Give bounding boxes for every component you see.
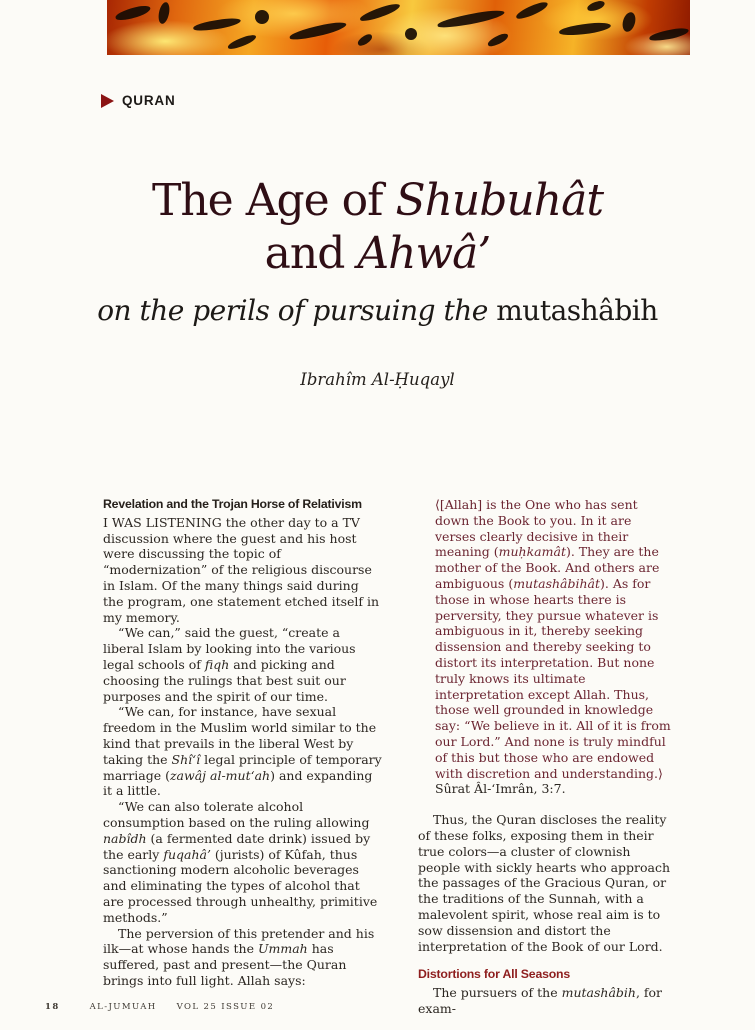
text-segment: has suffered, past and present—the Quran brings into full light. Allah says: [103,941,347,988]
text-segment: I WAS LISTENING the other day to a TV discussion where the guest and his host were discussing the topic of “modernization” of the religious discourse in Islam. Of the many things said during the program, one statement etched itself in my memory. [103,514,380,625]
text-segment: muḥkamât [498,544,566,560]
calligraphy-stroke-shape [356,33,374,48]
left-column-body [103,515,382,989]
text-segment: legal principle of temporary marriage ( [103,751,382,783]
article-subtitle: on the perils of pursuing the mutashâbih [97,294,658,327]
text-segment: nabîdh [103,830,147,846]
text-segment: , for exam- [418,985,663,1016]
title-line-1: The Age of Shubuhât [151,175,604,226]
calligraphy-stroke-shape [359,2,402,24]
body-paragraph [103,926,382,989]
calligraphy-stroke-shape [157,1,171,25]
kicker-label: QURAN [122,93,176,108]
text-segment: fiqh [204,656,230,672]
right-column-body-2 [418,985,672,1017]
text-segment: (jurists) of Kûfah, thus sanctioning modern alcoholic beverages and eliminating the types of alcohol that are processed through unhealthy, primitive methods.” [103,846,378,925]
text-segment: The pursuers of the [433,985,562,1001]
text-segment: Sûrat Âl-‘Imrân, 3:7. [435,781,566,797]
left-column [103,497,382,989]
section-kicker [101,93,176,108]
calligraphy-stroke-shape [227,33,258,51]
calligraphy-stroke-shape [114,4,151,22]
body-paragraph [418,985,672,1017]
text-segment: Ummah [257,941,308,957]
text-segment: mutashâbihât [513,575,601,591]
text-segment: “We can, for instance, have sexual freedom in the Muslim world similar to the kind that prevails in the liberal West by taking the [103,704,377,767]
text-segment: ) and expanding it a little. [103,767,373,799]
text-segment: (a fermented date drink) issued by the early [103,830,371,862]
page-number: 18 [45,1002,60,1012]
right-column [418,497,672,1017]
body-paragraph [103,799,382,925]
body-paragraph [103,515,382,626]
text-segment: ). As for those in whose hearts there is perversity, they pursue whatever is ambiguous in it, thereby seeking dissension and thereby seeking to distort its interpretation. But none truly knows its ultimate interpretation except Allah. Thus, those well grounded in knowledge say: “We believe in it. All of it is from our Lord.” And none is truly mindful of this but those who are endowed with discretion and understanding.⟩ [435,575,671,781]
magazine-name: AL-JUMUAH [89,1002,157,1012]
text-segment: zawâj al-mut‘ah [169,767,271,783]
text-segment: and picking and choosing the rulings that best suit our purposes and the spirit of our time. [103,656,346,704]
calligraphy-stroke-shape [193,17,242,33]
text-segment: Shî‘î [171,751,201,767]
calligraphy-stroke-shape [559,21,612,36]
calligraphy-stroke-shape [515,0,550,21]
body-paragraph [103,625,382,704]
right-column-body [418,812,672,954]
text-segment: fuqahâ’ [163,846,211,862]
footer [45,1002,274,1012]
calligraphy-stroke-shape [586,0,606,12]
text-segment: ). They are the mother of the Book. And others are ambiguous ( [435,544,660,591]
body-paragraph [103,704,382,799]
text-segment: Thus, the Quran discloses the reality of these folks, exposing them in their true colors—a cluster of clownish people with sickly hearts who approach the passages of the Gracious Quran, or the traditions of the Sunnah, with a malevolent spirit, whose real aim is to sow dissension and distort the interpretation of the Book of our Lord. [418,812,671,954]
issue-info: VOL 25 ISSUE 02 [176,1002,275,1012]
calligraphy-stroke-shape [437,8,506,30]
text-segment: ⟨[Allah] is the One who has sent down the Book to you. In it are verses clearly decisive in their meaning ( [435,497,638,560]
arabic-calligraphy-banner-image [107,0,690,55]
calligraphy-stroke-shape [649,27,690,43]
calligraphy-stroke-shape [255,10,269,24]
article-title [0,174,755,280]
text-segment: “We can also tolerate alcohol consumption based on the ruling allowing [103,799,370,830]
section-heading-distortions: Distortions for All Seasons [418,967,570,982]
triangle-bullet-icon [101,94,114,108]
text-segment: “We can,” said the guest, “create a liberal Islam by looking into the various legal schools of [103,625,356,672]
calligraphy-stroke-shape [405,28,417,40]
text-segment: The perversion of this pretender and his ilk—at whose hands the [103,925,375,957]
left-column-heading: Revelation and the Trojan Horse of Relativism [103,497,362,511]
calligraphy-stroke-shape [289,20,348,42]
title-line-2: and Ahwâ’ [264,228,491,279]
quran-quote [418,497,672,797]
body-paragraph [435,497,672,797]
text-segment: mutashâbih [561,985,636,1001]
calligraphy-stroke-shape [620,11,637,34]
calligraphy-stroke-shape [486,32,509,48]
author-byline: Ibrahîm Al-Ḥuqayl [300,370,455,389]
body-paragraph [418,812,672,954]
